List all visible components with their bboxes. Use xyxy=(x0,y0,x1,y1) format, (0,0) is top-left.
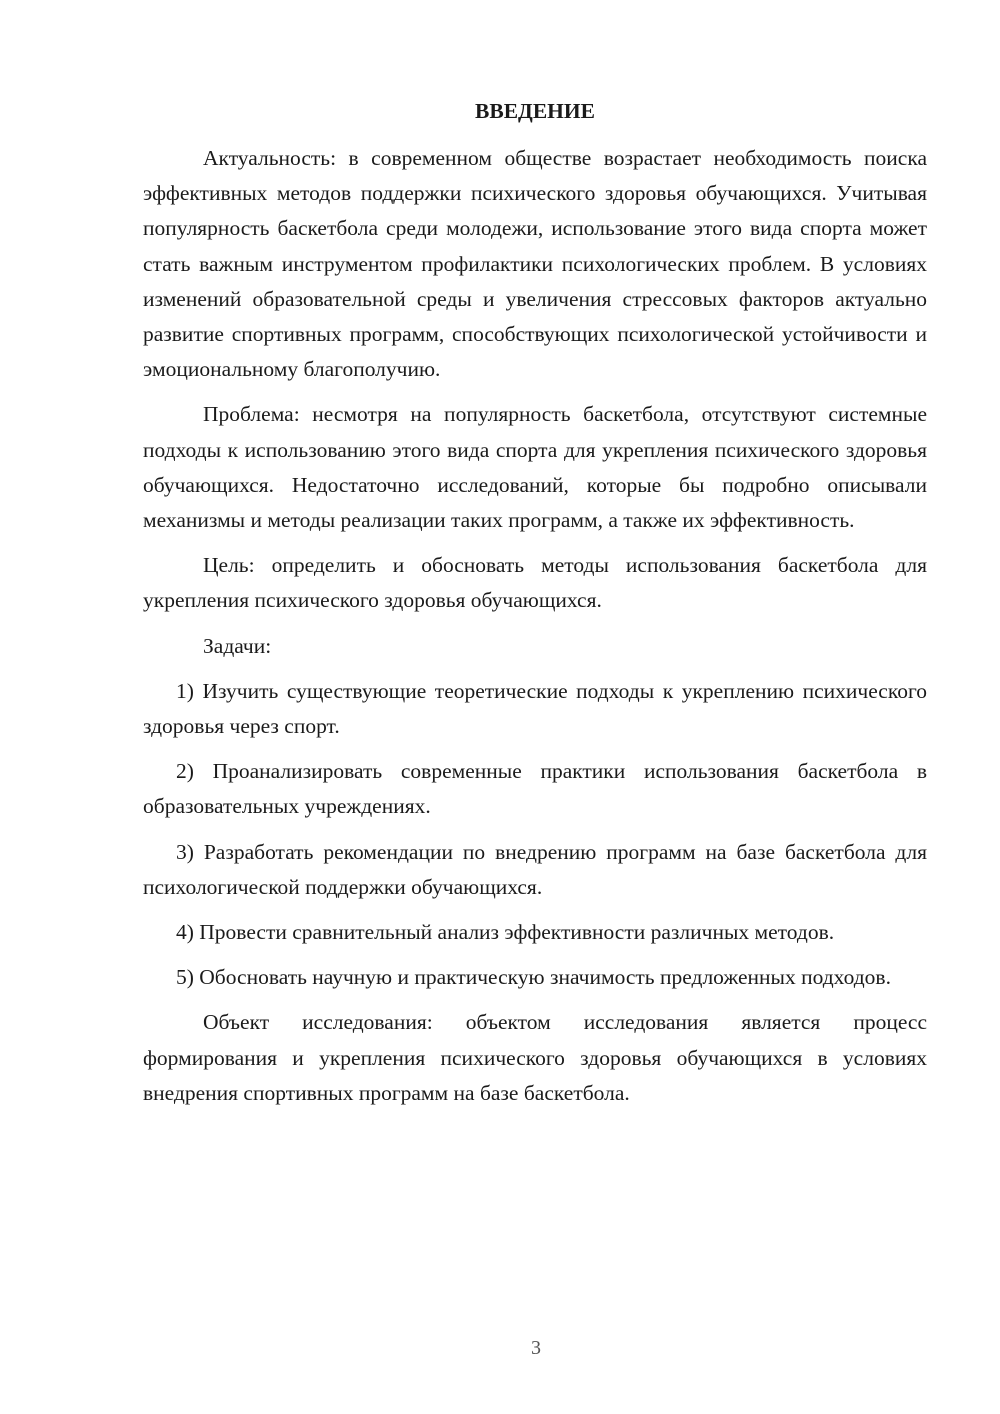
task-item-2: 2) Проанализировать современные практики использования баскетбола в образовательных учреждениях. xyxy=(143,759,927,819)
tasks-label: Задачи: xyxy=(203,633,272,658)
paragraph-relevance: Актуальность: в современном обществе возрастает необходимость поиска эффективных методов поддержки психического здоровья обучающихся. Учитывая популярность баскетбола среди молодежи, использование этого вида спорта может стать важным инструментом профилактики психологических проблем. В условиях изменений образовательной среды и увеличения стрессовых факторов актуально развитие спортивных программ, способствующих психологической устойчивости и эмоциональному благополучию. xyxy=(143,146,927,382)
task-item-3: 3) Разработать рекомендации по внедрению программ на базе баскетбола для психологической поддержки обучающихся. xyxy=(143,839,927,899)
paragraph-research-object: Объект исследования: объектом исследования является процесс формирования и укрепления психического здоровья обучающихся в условиях внедрения спортивных программ на базе баскетбола. xyxy=(143,1010,927,1105)
task-item-4: 4) Провести сравнительный анализ эффективности различных методов. xyxy=(176,920,835,945)
page-number: 3 xyxy=(531,1337,541,1359)
task-item-5: 5) Обосновать научную и практическую значимость предложенных подходов. xyxy=(176,965,891,990)
paragraph-problem: Проблема: несмотря на популярность баскетбола, отсутствуют системные подходы к использованию этого вида спорта для укрепления психического здоровья обучающихся. Недостаточно исследований, которые бы подробно описывали механизмы и методы реализации таких программ, а также их эффективность. xyxy=(143,402,927,533)
page-title: ВВЕДЕНИЕ xyxy=(475,99,595,123)
page-content xyxy=(143,94,927,1121)
task-item-1: 1) Изучить существующие теоретические подходы к укреплению психического здоровья через спорт. xyxy=(143,678,927,739)
paragraph-goal: Цель: определить и обосновать методы использования баскетбола для укрепления психического здоровья обучающихся. xyxy=(143,553,927,613)
